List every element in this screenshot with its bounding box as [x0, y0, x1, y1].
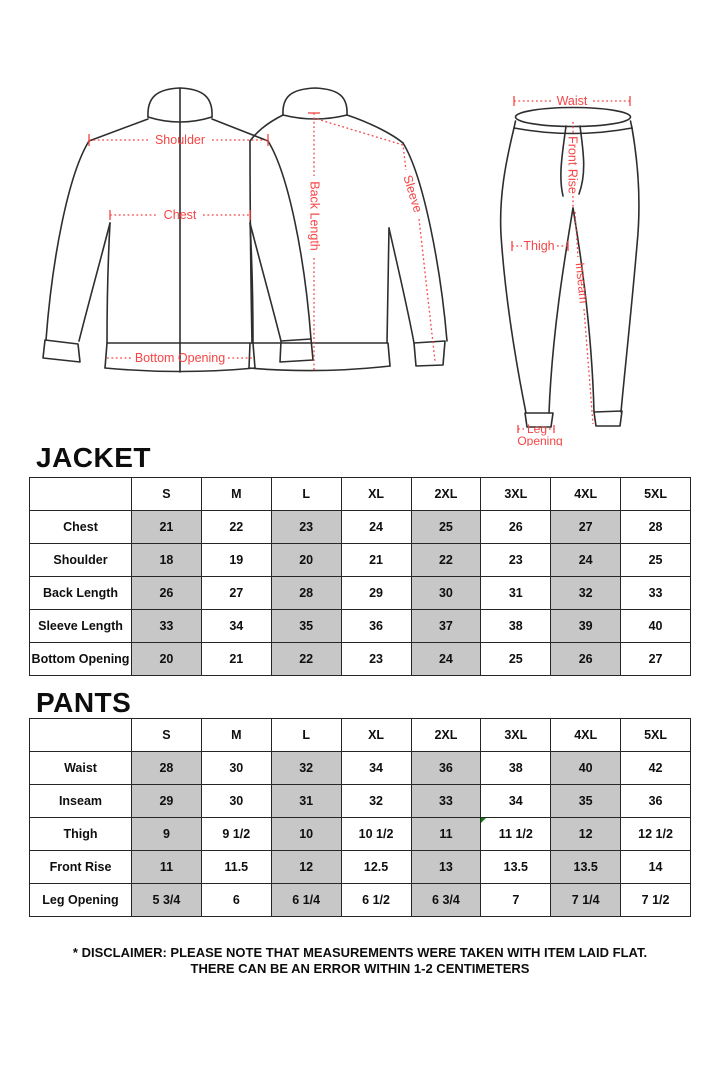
measurement-row: [30, 643, 691, 676]
measurement-value-cell: 24: [551, 544, 621, 577]
measurement-value-cell: 7 1/2: [621, 884, 691, 917]
measurement-value-cell: 26: [481, 511, 551, 544]
size-header-cell: L: [271, 478, 341, 511]
measurement-label-cell: Leg Opening: [30, 884, 132, 917]
measurement-row: [30, 577, 691, 610]
size-header-cell: L: [271, 719, 341, 752]
size-header-cell: S: [132, 719, 202, 752]
size-header-cell: 5XL: [621, 478, 691, 511]
sleeve-measure-line: [317, 119, 435, 361]
measurement-value-cell: 32: [341, 785, 411, 818]
measurement-value-cell: 34: [341, 752, 411, 785]
measurement-value-cell: 22: [201, 511, 271, 544]
measurement-value-cell: 21: [132, 511, 202, 544]
leg-opening-measure-label-line2: Opening: [517, 434, 563, 446]
size-header-cell: 2XL: [411, 478, 481, 511]
measurement-value-cell: 33: [621, 577, 691, 610]
size-header-row: [30, 478, 691, 511]
measurement-value-cell: 23: [271, 511, 341, 544]
measurement-value-cell: 30: [201, 752, 271, 785]
measurement-value-cell: 13.5: [481, 851, 551, 884]
measurement-value-cell: 5 3/4: [132, 884, 202, 917]
measurement-value-cell: 33: [411, 785, 481, 818]
measurement-value-cell: 40: [621, 610, 691, 643]
measurement-value-cell: 12 1/2: [621, 818, 691, 851]
measurement-row: [30, 752, 691, 785]
measurement-value-cell: 13: [411, 851, 481, 884]
measurement-value-cell: 25: [481, 643, 551, 676]
measurement-value-cell: 37: [411, 610, 481, 643]
size-header-cell: S: [132, 478, 202, 511]
measurement-label-cell: Sleeve Length: [30, 610, 132, 643]
measurement-annotations: [89, 94, 630, 446]
measurement-value-cell: 7: [481, 884, 551, 917]
measurement-label-cell: Waist: [30, 752, 132, 785]
measurement-row: [30, 884, 691, 917]
measurement-value-cell: 22: [271, 643, 341, 676]
measurement-value-cell: 34: [481, 785, 551, 818]
measurement-value-cell: 11: [411, 818, 481, 851]
back-length-measure-label: Back Length: [307, 181, 322, 251]
measurement-value-cell: 6 3/4: [411, 884, 481, 917]
size-header-cell: 3XL: [481, 719, 551, 752]
measurement-value-cell: 12.5: [341, 851, 411, 884]
measurement-value-cell: 40: [551, 752, 621, 785]
measurement-value-cell: 35: [551, 785, 621, 818]
size-header-cell: 3XL: [481, 478, 551, 511]
chest-measure-label: Chest: [163, 208, 197, 222]
drawstring: [561, 126, 566, 196]
pants-size-table: [29, 718, 691, 917]
measurement-value-cell: 42: [621, 752, 691, 785]
jacket-front-illustration: [43, 88, 313, 372]
bottom-opening-measure-label: Bottom Opening: [134, 351, 226, 365]
measurement-row: [30, 818, 691, 851]
measurement-value-cell: 20: [132, 643, 202, 676]
measurement-value-cell: 30: [201, 785, 271, 818]
size-header-cell: 2XL: [411, 719, 481, 752]
measurement-value-cell: 27: [621, 643, 691, 676]
measurement-value-cell: 27: [201, 577, 271, 610]
size-header-cell: 4XL: [551, 478, 621, 511]
measurement-label-cell: Front Rise: [30, 851, 132, 884]
disclaimer-note: [0, 945, 720, 977]
corner-cell: [30, 719, 132, 752]
measurement-row: [30, 544, 691, 577]
measurement-label-cell: Shoulder: [30, 544, 132, 577]
measurement-value-cell: 36: [411, 752, 481, 785]
measurement-value-cell: 28: [271, 577, 341, 610]
size-header-cell: XL: [341, 478, 411, 511]
size-header-cell: 5XL: [621, 719, 691, 752]
front-rise-measure-label: Front Rise: [565, 136, 580, 194]
measurement-value-cell: 28: [132, 752, 202, 785]
corner-cell: [30, 478, 132, 511]
measurement-value-cell: 34: [201, 610, 271, 643]
measurement-row: [30, 785, 691, 818]
measurement-value-cell: 22: [411, 544, 481, 577]
measurement-value-cell: 13.5: [551, 851, 621, 884]
size-header-row: [30, 719, 691, 752]
waist-measure-label: Waist: [556, 94, 588, 108]
measurement-label-cell: Inseam: [30, 785, 132, 818]
measurement-value-cell: 23: [481, 544, 551, 577]
measurement-value-cell: 14: [621, 851, 691, 884]
disclaimer-line-2: THERE CAN BE AN ERROR WITHIN 1-2 CENTIMETERS: [190, 961, 530, 976]
pants-section-title: PANTS: [36, 687, 132, 718]
measurement-value-cell: 35: [271, 610, 341, 643]
measurement-value-cell: 25: [621, 544, 691, 577]
measurement-value-cell: 31: [271, 785, 341, 818]
measurement-value-cell: 28: [621, 511, 691, 544]
measurement-label-cell: Back Length: [30, 577, 132, 610]
measurement-value-cell: 27: [551, 511, 621, 544]
measurement-value-cell: 20: [271, 544, 341, 577]
measurement-value-cell: 12: [271, 851, 341, 884]
measurement-value-cell: 36: [341, 610, 411, 643]
shoulder-measure-label: Shoulder: [154, 133, 206, 147]
inseam-measure-label: Inseam: [572, 261, 591, 305]
measurement-label-cell: Thigh: [30, 818, 132, 851]
measurement-value-cell: 10: [271, 818, 341, 851]
size-header-cell: XL: [341, 719, 411, 752]
measurement-value-cell: 29: [341, 577, 411, 610]
measurement-row: [30, 610, 691, 643]
measurement-value-cell: 6 1/2: [341, 884, 411, 917]
measurement-value-cell: 26: [132, 577, 202, 610]
measurement-value-cell: 24: [341, 511, 411, 544]
measurement-value-cell: 26: [551, 643, 621, 676]
measurement-value-cell: 31: [481, 577, 551, 610]
measurement-value-cell: 32: [551, 577, 621, 610]
measurement-value-cell: 6: [201, 884, 271, 917]
garment-measurement-diagram: [0, 0, 720, 446]
measurement-label-cell: Bottom Opening: [30, 643, 132, 676]
measurement-value-cell: 9: [132, 818, 202, 851]
measurement-value-cell: 32: [271, 752, 341, 785]
measurement-value-cell: 11: [132, 851, 202, 884]
measurement-value-cell: 21: [201, 643, 271, 676]
measurement-value-cell: 21: [341, 544, 411, 577]
jacket-size-table: [29, 477, 691, 676]
measurement-value-cell: 38: [481, 610, 551, 643]
measurement-value-cell: 9 1/2: [201, 818, 271, 851]
thigh-measure-label: Thigh: [523, 239, 555, 253]
size-header-cell: M: [201, 719, 271, 752]
size-header-cell: M: [201, 478, 271, 511]
measurement-value-cell: 18: [132, 544, 202, 577]
measurement-row: [30, 851, 691, 884]
measurement-value-cell: 36: [621, 785, 691, 818]
measurement-value-cell: 7 1/4: [551, 884, 621, 917]
size-header-cell: 4XL: [551, 719, 621, 752]
measurement-value-cell: 23: [341, 643, 411, 676]
measurement-value-cell: 11.5: [201, 851, 271, 884]
measurement-value-cell: 33: [132, 610, 202, 643]
sleeve-measure-label: Sleeve: [400, 173, 425, 215]
leg-opening-measure-label-line1: Leg: [526, 422, 548, 436]
jacket-back-illustration: [249, 88, 447, 371]
measurement-value-cell: 19: [201, 544, 271, 577]
measurement-value-cell: 10 1/2: [341, 818, 411, 851]
measurement-value-cell: 25: [411, 511, 481, 544]
measurement-value-cell: 30: [411, 577, 481, 610]
disclaimer-line-1: * DISCLAIMER: PLEASE NOTE THAT MEASUREMENTS WERE TAKEN WITH ITEM LAID FLAT.: [72, 945, 648, 960]
inseam-measure-line: [572, 212, 593, 424]
measurement-value-cell: 39: [551, 610, 621, 643]
measurement-value-cell: 29: [132, 785, 202, 818]
measurement-value-cell: 6 1/4: [271, 884, 341, 917]
measurement-value-cell: 12: [551, 818, 621, 851]
measurement-row: [30, 511, 691, 544]
measurement-label-cell: Chest: [30, 511, 132, 544]
jacket-section-title: JACKET: [36, 442, 152, 473]
measurement-value-cell: 24: [411, 643, 481, 676]
measurement-value-cell: 11 1/2: [481, 818, 551, 851]
measurement-value-cell: 38: [481, 752, 551, 785]
